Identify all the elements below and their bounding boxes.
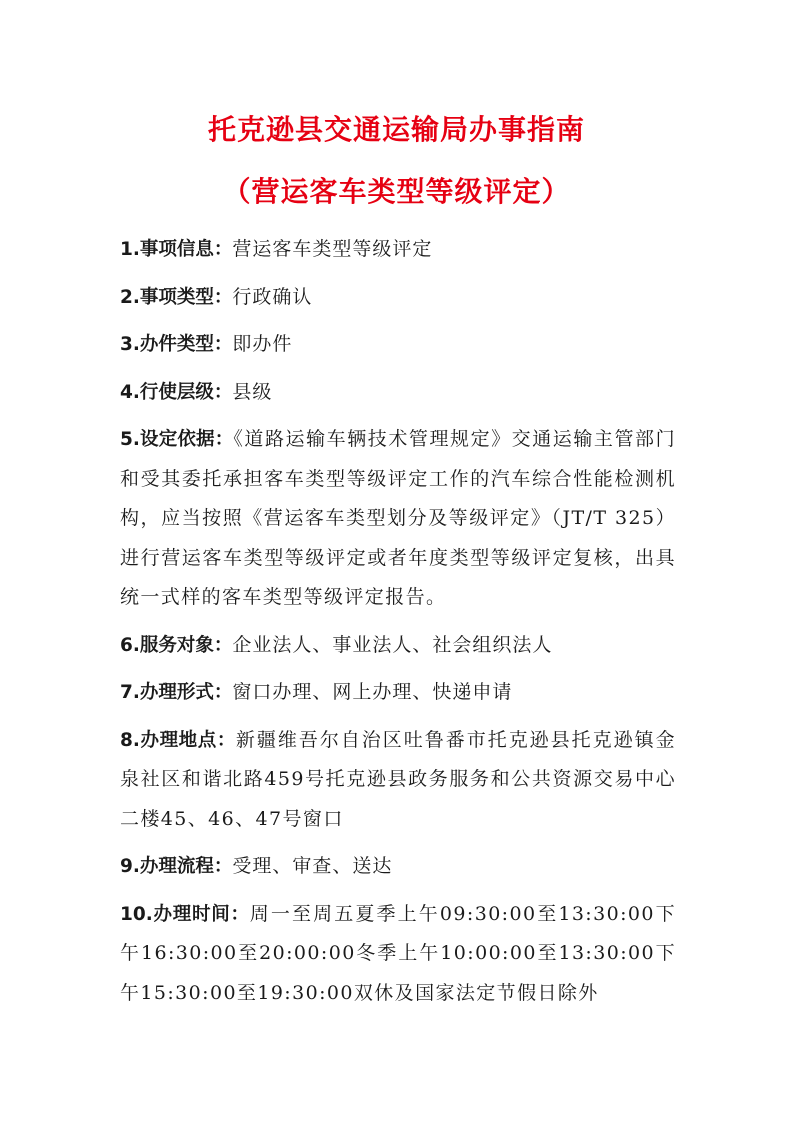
guide-item-service-target xyxy=(120,626,676,666)
guide-item-legal-basis xyxy=(120,420,676,618)
guide-item-hours xyxy=(120,895,676,1014)
guide-item-level xyxy=(120,373,676,413)
item-value: 周一至周五夏季上午09:30:00至13:30:00下午16:30:00至20:00:00冬季上午10:00:00至13:30:00下午15:30:00至19:30:00双休及国家法定节假日除外 xyxy=(120,902,677,1004)
item-value: 新疆维吾尔自治区吐鲁番市托克逊县托克逊镇金泉社区和谐北路459号托克逊县政务服务和公共资源交易中心二楼45、46、47号窗口 xyxy=(120,728,676,830)
guide-item-handling-form xyxy=(120,673,676,713)
guide-item-matter-info xyxy=(120,230,676,270)
guide-items xyxy=(120,230,676,1021)
item-value: 受理、审查、送达 xyxy=(232,855,393,877)
guide-item-location xyxy=(120,721,676,840)
item-label: 1.事项信息： xyxy=(120,239,233,260)
item-label: 4.行使层级： xyxy=(120,381,233,403)
guide-item-process xyxy=(120,847,676,887)
document-subtitle: （营运客车类型等级评定） xyxy=(222,175,571,208)
item-value: 《道路运输车辆技术管理规定》交通运输主管部门和受其委托承担客车类型等级评定工作的汽车综合性能检测机构，应当按照《营运客车类型划分及等级评定》（JT/T 325）进行营运客车类型等级评定或者年度类型等级评定复核，出具统一式样的客车类型等级评定报告。 xyxy=(120,428,676,608)
item-label: 7.办理形式： xyxy=(120,682,233,703)
item-value: 县级 xyxy=(232,380,273,403)
item-label: 5.设定依据： xyxy=(120,429,234,450)
item-value: 窗口办理、网上办理、快递申请 xyxy=(232,681,513,703)
item-value: 行政确认 xyxy=(232,285,313,308)
item-value: 企业法人、事业法人、社会组织法人 xyxy=(232,633,553,656)
item-label: 8.办理地点： xyxy=(120,729,236,751)
item-label: 6.服务对象： xyxy=(120,634,233,656)
item-value: 即办件 xyxy=(232,333,293,355)
item-label: 2.事项类型： xyxy=(120,286,233,308)
guide-item-case-type xyxy=(120,325,676,365)
item-label: 10.办理时间： xyxy=(120,903,250,925)
guide-item-matter-type xyxy=(120,278,676,318)
item-value: 营运客车类型等级评定 xyxy=(232,238,433,260)
document-title: 托克逊县交通运输局办事指南 xyxy=(207,113,585,146)
item-label: 9.办理流程： xyxy=(120,856,233,877)
item-label: 3.办件类型： xyxy=(120,334,233,355)
